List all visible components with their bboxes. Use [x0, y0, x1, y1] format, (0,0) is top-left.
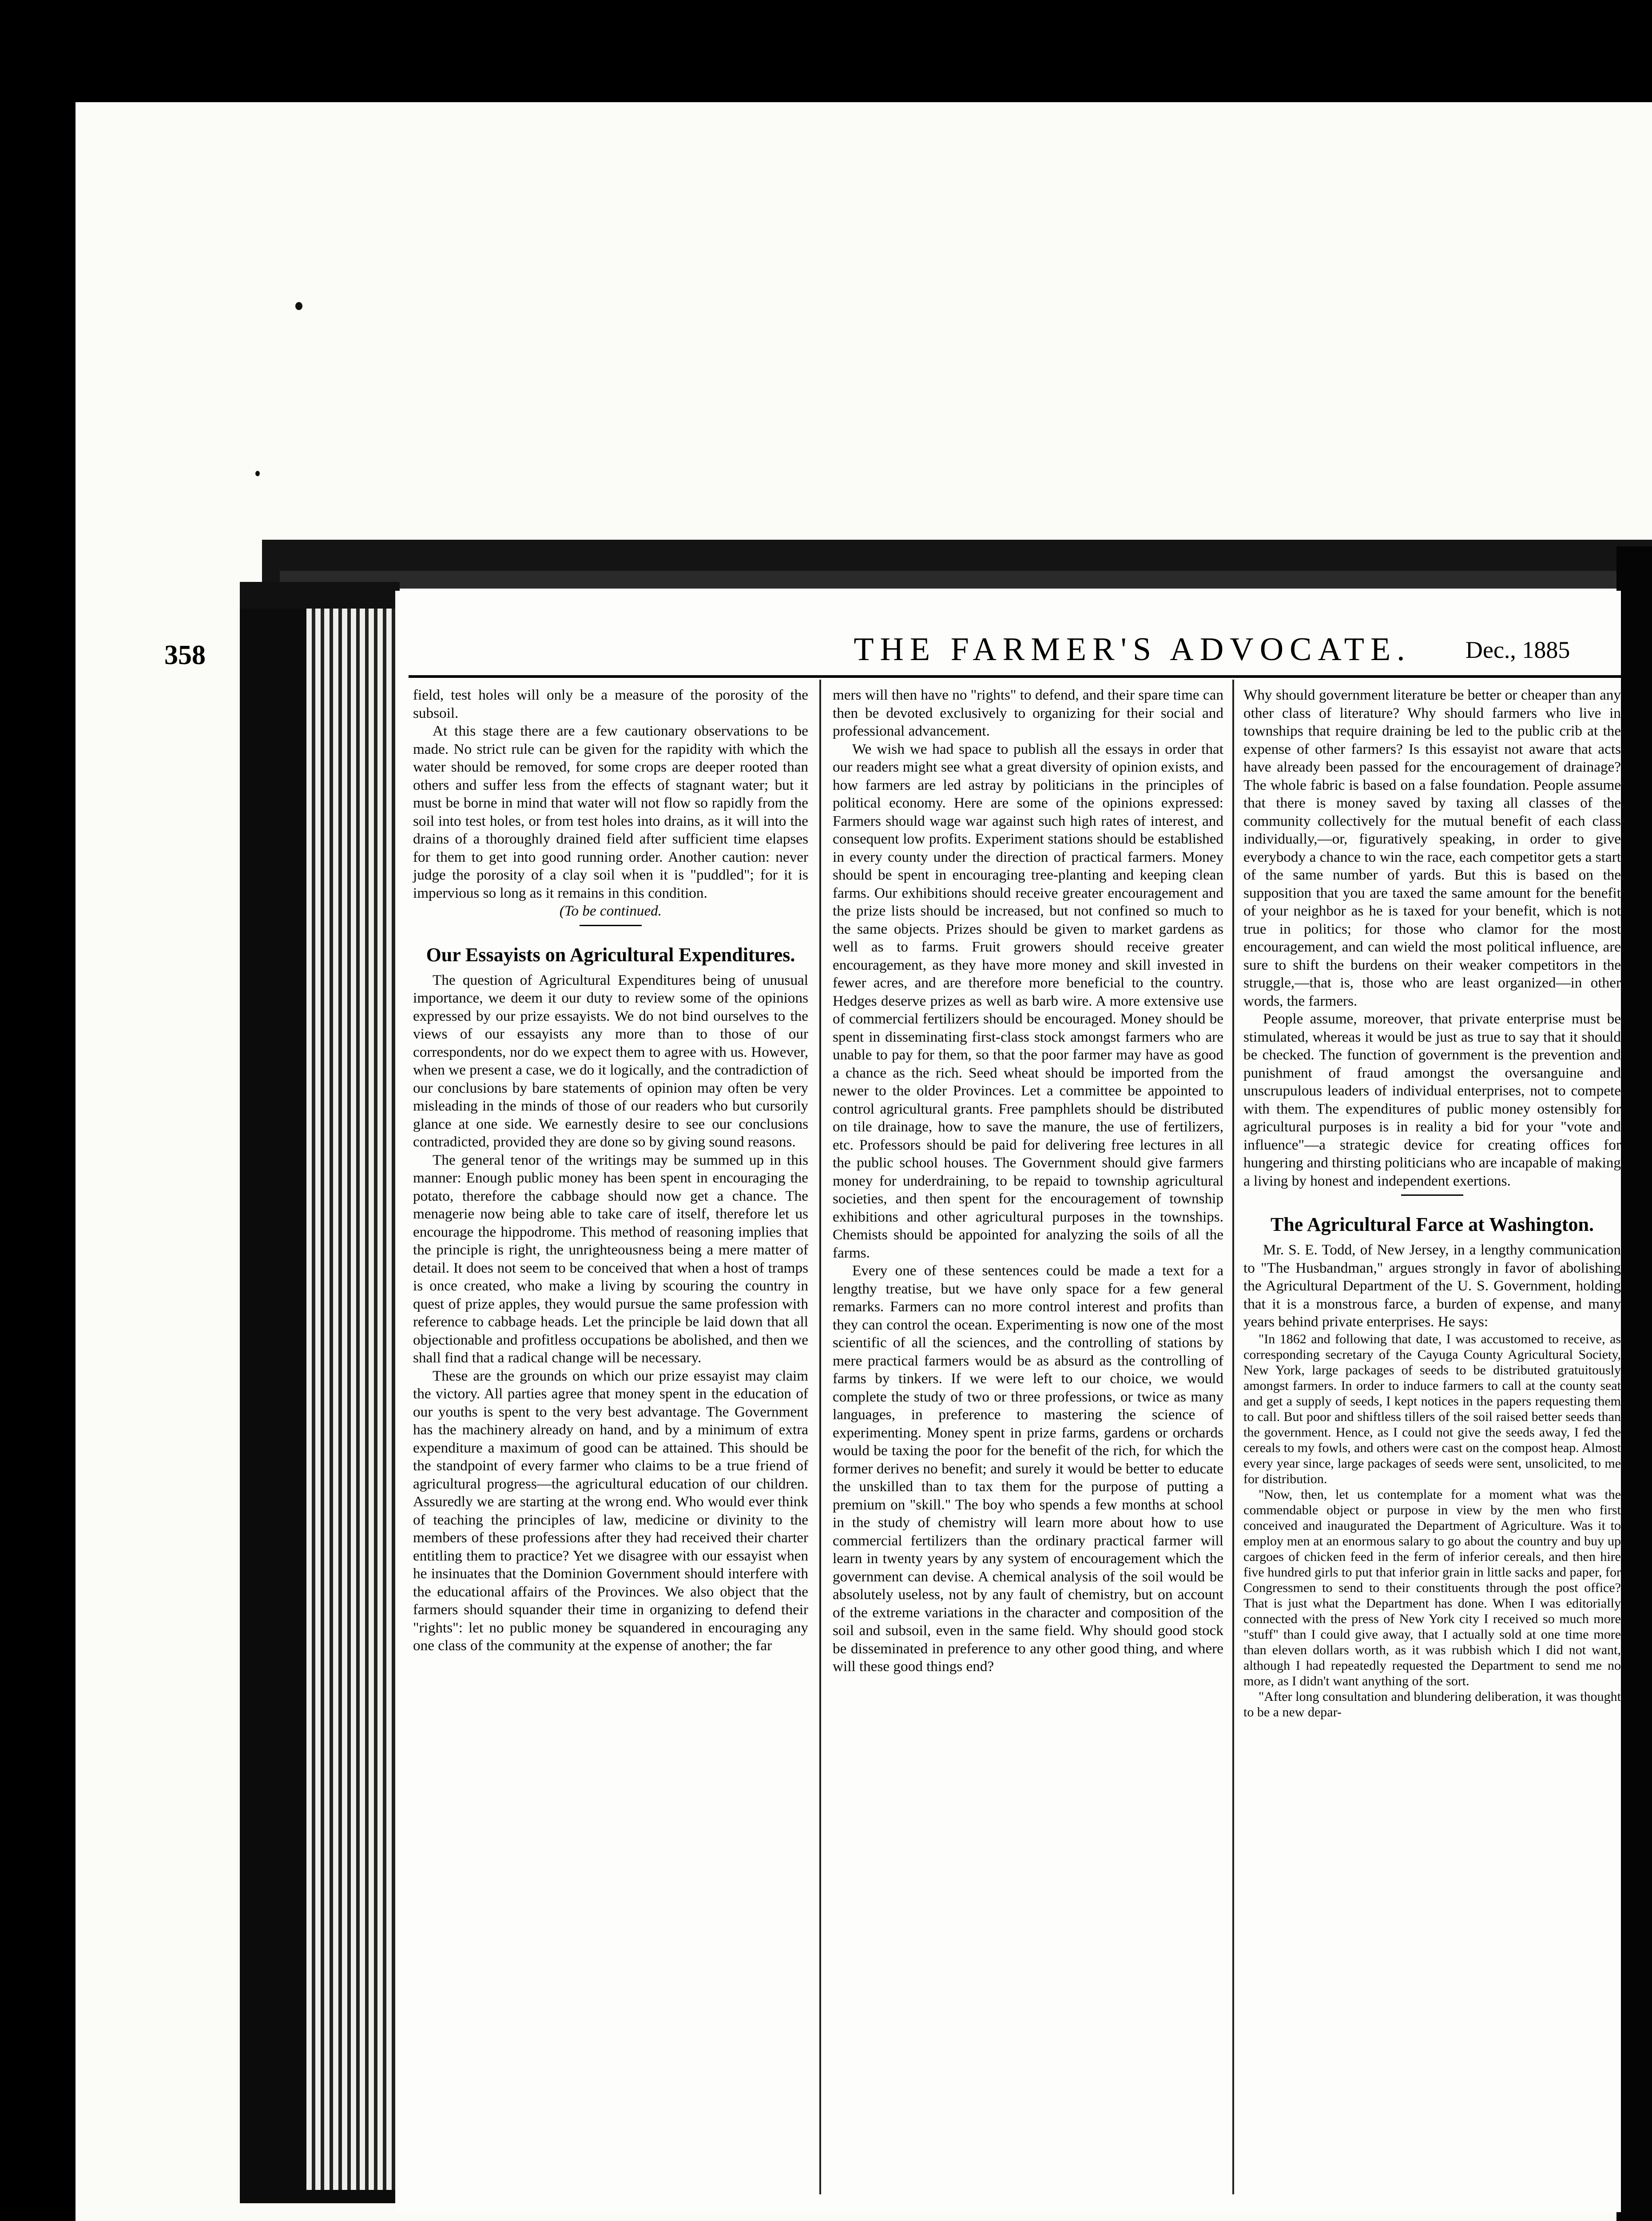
- masthead-title: THE FARMER'S ADVOCATE.: [854, 631, 1411, 668]
- paragraph: mers will then have no "rights" to defend, and their spare time can then be devoted exclusively to organizing for their social and professional advancement.: [833, 687, 1223, 739]
- quote-paragraph: "After long consultation and blundering deliberation, it was thought to be a new depar-: [1243, 1689, 1621, 1719]
- paragraph: Every one of these sentences could be made a text for a lengthy treatise, but we have only space for a few general remarks. Farmers can no more control interest and profits than they can control the ocean. Experimenting is now one of the most scientific of all the sciences, and the controlling of stations by mere practical farmers would be as absurd as the controlling of farms by tinkers. If we were left to our choice, we would complete the study of two or three professions, or twice as many languages, in preference to mastering the science of experimenting. Money spent in prize farms, gardens or orchards would be taxing the poor for the benefit of the rich, for which the former derives no benefit; and surely it would be better to educate the unskilled than to tax them for the purpose of putting a premium on "skill." The boy who spends a few months at school in the study of chemistry will learn more about how to use commercial fertilizers than the ordinary practical farmer will learn in twenty years by any system of encouragement which the government can devise. A chemical analysis of the soil would be absolutely useless, not by any fault of chemistry, but on account of the extreme variations in the character and composition of the soil and subsoil, even in the same field. Why should good stock be disseminated in preference to any other good thing, and where will these good things end?: [833, 1262, 1223, 1675]
- page-number: 358: [164, 640, 206, 670]
- paragraph: At this stage there are a few cautionary observations to be made. No strict rule can be given for the rapidity with which the water should be removed, for some crops are deeper rooted than others and suffer less from the effects of stagnant water; but it must be borne in mind that water will not flow so rapidly from the soil into test holes, or from test holes into drains, as it will into the drains of a thoroughly drained field after sufficient time elapses for them to get into good running order. Another caution: never judge the porosity of a clay soil when it is "puddled"; for it is impervious so long as it remains in this condition.: [413, 723, 808, 901]
- book-cover-top: [262, 540, 1652, 589]
- paragraph: Why should government literature be better or cheaper than any other class of literature? Why should farmers who live in townships that require draining be led to the public crib at the expense of other farmers? Is this essayist not aware that acts have already been passed for the encouragement of drainage? The whole fabric is based on a false foundation. People assume that there is money saved by taxing all classes of the community collectively for the mutual benefit of each class individually,—or, figuratively speaking, in order to give everybody a chance to win the race, each competitor gets a start of the same number of yards. But this is based on the supposition that you are taxed the same amount for the benefit of your neighbor as he is taxed for your benefit, which is not true in politics; for those who clamor for the most encouragement, and can wield the most political influence, are sure to shift the burdens on their weaker competitors in the struggle,—that is, those who are least organized—in other words, the farmers.: [1243, 687, 1621, 1009]
- issue-date: Dec., 1885: [1465, 637, 1570, 663]
- quoted-letter: [1243, 1331, 1621, 1720]
- header-rule: [409, 675, 1621, 678]
- paragraph: These are the grounds on which our prize essayist may claim the victory. All parties agree that money spent in the education of our youths is spent to the very best advantage. The Government has the machinery already on hand, and by a minimum of extra expenditure a maximum of good can be attained. This should be the standpoint of every farmer who claims to be a true friend of agricultural progress—the agricultural education of our children. Assuredly we are starting at the wrong end. Who would ever think of teaching the principles of law, medicine or divinity to the members of these professions after they had received their charter entitling them to practice? Yet we disagree with our essayist when he insinuates that the Dominion Government should interfere with the educational affairs of the Provinces. We also object that the farmers should squander their time in organizing to defend their "rights": let no public money be squandered in encouraging any one class of the community at the expense of another; the far: [413, 1367, 808, 1654]
- dust-speck: [255, 471, 260, 476]
- article-heading: The Agricultural Farce at Washington.: [1270, 1214, 1594, 1235]
- dust-speck: [295, 302, 302, 310]
- column-rule: [1232, 680, 1234, 2194]
- quote-paragraph: "Now, then, let us contemplate for a moment what was the commendable object or purpose in view by the men who first conceived and inaugurated the Department of Agriculture. Was it to employ men at an enormous salary to go about the country and buy up cargoes of chicken feed in the ferm of inferior cereals, and then hire five hundred girls to put that inferior grain in little sacks and paper, for Congressmen to send to their constituents through the post office? That is just what the Department has done. When I was editorially connected with the press of New York city I received so much more "stuff" than I could give away, that I actually sold at one time more than eleven dollars worth, as it was rubbish which I did not want, although I had repeatedly requested the Department to send me no more, as I didn't want anything of the sort.: [1243, 1487, 1621, 1688]
- paragraph: We wish we had space to publish all the essays in order that our readers might see what a great diversity of opinion exists, and how farmers are led astray by politicians in the principles of political economy. Here are some of the opinions expressed: Farmers should wage war against such high rates of interest, and consequent low profits. Experiment stations should be established in every county under the direction of practical farmers. Money should be spent in encouraging tree-planting and keeping clean farms. Our exhibitions should receive greater encouragement and the prize lists should be increased, but not confined so much to the same objects. Prizes should be given to market gardens as well as to farms. Fruit growers should receive greater encouragement, as they have more money and skill invested in fewer acres, and are therefore more beneficial to the country. Hedges deserve prizes as well as barb wire. A more extensive use of commercial fertilizers should be encouraged. Money should be spent in disseminating first-class stock amongst farmers who are unable to pay for them, so that the poor farmer may have as good a chance as the rich. Seed wheat should be imported from the newer to the older Provinces. Let a committee be appointed to control agricultural grants. Free pamphlets should be distributed on tile drainage, how to save the manure, the use of fertilizers, etc. Professors should be paid for delivering free lectures in all the public school houses. The Government should give farmers money for underdraining, to be repaid to township agricultural societies, and then spent for the encouragement of township exhibitions and other agricultural purposes in the townships. Chemists should be appointed for analyzing the soils of all the farms.: [833, 740, 1223, 1261]
- column-rule: [819, 680, 821, 2194]
- section-divider: [1401, 1194, 1463, 1196]
- column-3: [1243, 686, 1621, 1720]
- section-divider: [580, 925, 642, 926]
- article-heading: Our Essayists on Agricultural Expenditures.: [426, 943, 795, 966]
- paragraph: The general tenor of the writings may be summed up in this manner: Enough public money has been spent in encouraging the potato, therefore the cabbage should now get a chance. The menagerie now being able to take care of itself, therefore let us encourage the hippodrome. This method of reasoning implies that the principle is right, the unrighteousness being a mere matter of detail. It does not seem to be conceived that when a host of tramps is once created, who make a living by scouring the country in quest of prize apples, they would pursue the same profession with reference to cabbage heads. Let the principle be laid down that all objectionable and profitless occupations be abolished, and then we shall find that a radical change will be necessary.: [413, 1151, 808, 1366]
- paragraph: The question of Agricultural Expenditures being of unusual importance, we deem it our duty to review some of the opinions expressed by our prize essayists. We do not bind ourselves to the views of our essayists any more than to those of our correspondents, nor do we expect them to agree with us. However, when we present a case, we do it logically, and the contradiction of our conclusions by bare statements of opinion may often be very misleading in the minds of those of our readers who but cursorily glance at one side. We earnestly desire to see our conclusions contradicted, provided they are done so by giving sound reasons.: [413, 971, 808, 1150]
- quote-paragraph: "In 1862 and following that date, I was accustomed to receive, as corresponding secretary of the Cayuga County Agricultural Society, New York, large packages of seeds to be distributed gratuitously amongst farmers. In order to induce farmers to call at the county seat and get a supply of seeds, I kept notices in the papers requesting them to call. But poor and shiftless tillers of the soil raised better seeds than the government. Hence, as I could not give the seeds away, I fed the cereals to my fowls, and others were cast on the compost heap. Almost every year since, large packages of seeds were sent, unsolicited, to me for distribution.: [1243, 1331, 1621, 1486]
- column-1: [413, 686, 808, 1655]
- paragraph: field, test holes will only be a measure of the porosity of the subsoil.: [413, 687, 808, 721]
- book-binding-right: [1616, 546, 1652, 2221]
- book-page-edges: [240, 582, 400, 2203]
- paragraph: Mr. S. E. Todd, of New Jersey, in a lengthy communication to "The Husbandman," argues strongly in favor of abolishing the Agricultural Department of the U. S. Government, holding that it is a monstrous farce, a burden of expense, and many years behind private enterprises. He says:: [1243, 1242, 1621, 1330]
- continued-note: (To be continued.: [559, 903, 662, 919]
- paragraph: People assume, moreover, that private enterprise must be stimulated, whereas it would be just as true to say that it should be checked. The function of government is the prevention and punishment of fraud amongst the oversanguine and unscrupulous leaders of individual enterprises, not to compete with them. The expenditures of public money ostensibly for agricultural purposes is in reality a bid for your "vote and influence"—a strategic device for creating offices for hungering and thirsting politicians who are incapable of making a living by honest and independent exertions.: [1243, 1011, 1621, 1189]
- column-2: [833, 686, 1223, 1676]
